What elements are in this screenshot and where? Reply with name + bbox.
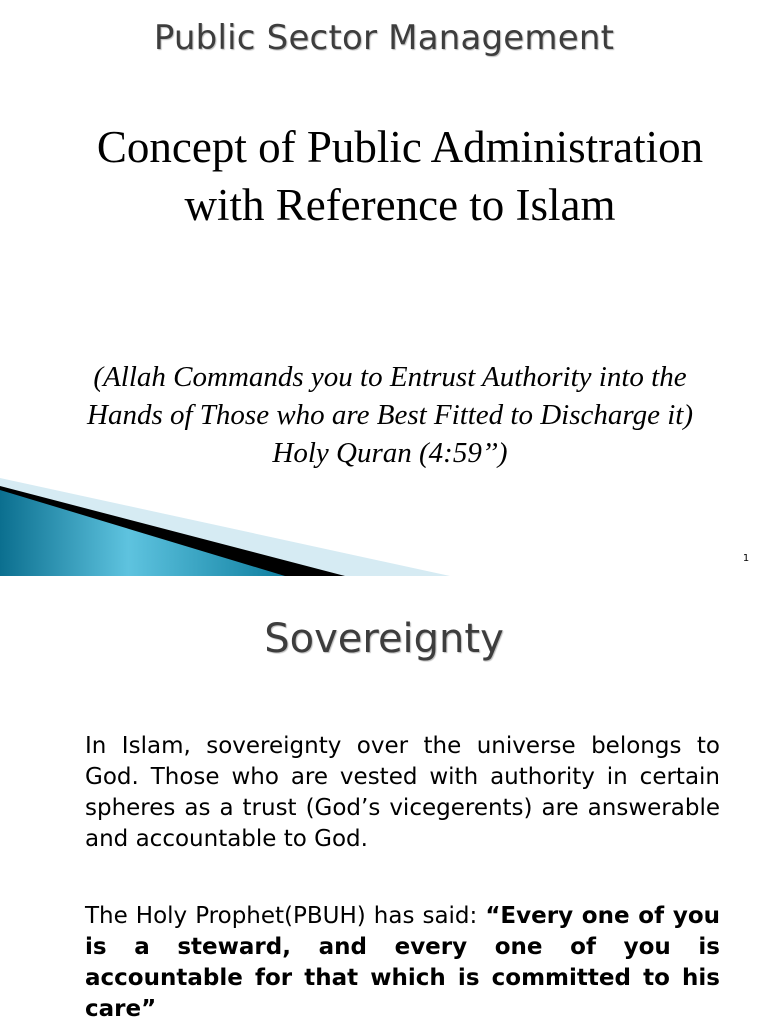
paragraph-sovereignty: In Islam, sovereignty over the universe belongs to God. Those who are vested with authority in certain spheres as a trust (God’s vicegerents) are answerable and accountable to God. xyxy=(85,733,720,852)
prophet-saying-quote: “Every one of you is a steward, and every one of you is accountable for that which is committed to his care” xyxy=(85,903,720,1022)
prophet-saying-intro: The Holy Prophet(PBUH) has said: xyxy=(85,903,486,929)
paragraph-prophet-saying xyxy=(85,901,720,1024)
quran-quote: (Allah Commands you to Entrust Authority into the Hands of Those who are Best Fitted to Discharge it) Holy Quran (4:59’’) xyxy=(87,361,693,469)
slide-2 xyxy=(0,578,768,1024)
slide-number: 1 xyxy=(742,553,750,564)
main-title: Concept of Public Administration with Reference to Islam xyxy=(96,122,704,230)
course-title: Public Sector Management xyxy=(153,18,615,58)
slide-heading: Sovereignty xyxy=(264,616,504,662)
decorative-swoosh xyxy=(0,478,768,578)
